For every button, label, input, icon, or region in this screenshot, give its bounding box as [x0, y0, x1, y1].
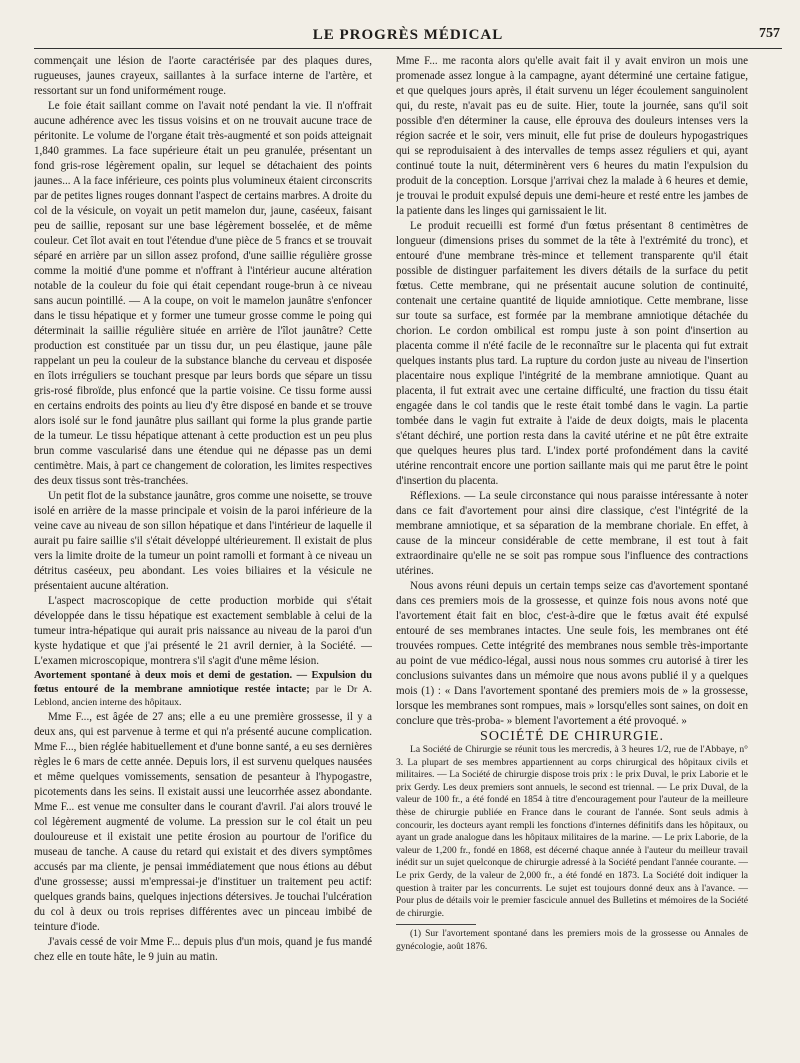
journal-title: LE PROGRÈS MÉDICAL [312, 27, 504, 43]
paragraph: La Société de Chirurgie se réunit tous les mercredis, à 3 heures 1/2, rue de l'Abbaye, n° 3. La plupart de ses membres appartiennent au corps chirurgical des hôpitaux civils et militaires. — La Société de chirurgie dispose trois prix : le prix Duval, le prix Laborie et le prix Gerdy. Les deux premiers sont annuels, le second est triennal. — Le prix Duval, de la valeur de 100 fr., a été fondé en 1854 à titre d'encouragement pour l'auteur de la meilleure thèse de chirurgie publiée en France dans le courant de l'année. Sont seuls admis à concourir, les docteurs ayant rempli les fonctions d'internes définitifs dans les hôpitaux, ou ayant un grade analogue dans les hôpitaux militaires de la marine. — Le prix Laborie, de la valeur de 1,200 fr., fondé en 1868, est décerné chaque année à l'auteur du meilleur travail inédit sur un sujet quelconque de chirurgie adressé à la Société pendant l'année courante. — Le prix Gerdy, de la valeur de 2,000 fr., a été fondé en 1873. La Société doit indiquer la question à traiter par les concurrents. Le sujet est toujours donné deux ans à l'avance. — Pour plus de détails voir le premier fascicule annuel des Bulletins et mémoires de la Société de chirurgie. [396, 744, 748, 919]
paragraph: Mme F..., est âgée de 27 ans; elle a eu une première grossesse, il y a deux ans, qui est parvenue à terme et qui n'a présenté aucune complication. Mme F..., bien réglée habituellement et d'une bonne santé, a eu ses dernières règles le 6 mars de cette année. Depuis lors, il est survenu quelques nausées et même quelques vomissements, sensation de pesanteur à l'hypogastre, picotements dans les seins. Il existait aussi une leucorrhée assez abondante. Mme F... est venue me consulter dans le courant d'avril. J'ai alors trouvé le col légèrement augmenté de volume. La pression sur le col était un peu douloureuse et il existait une petite érosion au pourtour de l'orifice du museau de tanche. A cause du retard qui existait et des divers symptômes accusés par ma cliente, je pensai immédiatement que nous étions au début d'une grossesse; aussi m'empressai-je d'instituer un traitement peu actif: quelques grands bains, quelques injections détersives. Je touchai l'ulcération du col à deux ou trois reprises différentes avec un pinceau imbibé de teinture d'iode. [34, 710, 372, 933]
left-column [34, 54, 372, 1054]
paragraph: L'aspect macroscopique de cette production morbide qui s'était développée dans le tissu hépatique est exactement semblable à celui de la tumeur intra-hépatique qui aurait pris naissance au niveau de la paroi d'un kyste hydatique et que j'ai présenté le 21 avril dernier, à la Société. — L'examen microscopique, montrera s'il s'agit d'une même lésion. [34, 595, 372, 667]
paragraph: Le foie était saillant comme on l'avait noté pendant la vie. Il n'offrait aucune adhérence avec les tissus voisins et on ne trouvait aucune trace de péritonite. Le volume de l'organe était très-augmenté et son poids atteignait 1,840 grammes. La face supérieure était un peu granulée, présentant un fond gris-rose légèrement opalin, sur lequel se détachaient des points jaunes... A la face inférieure, ces points plus volumineux étaient circonscrits par de petites lignes rouges donnant l'aspect de certains marbres. A droite du col de la vésicule, on voyait un petit mamelon dur, jaune, caséeux, faisant peu de saillie, reposant sur une base légèrement bosselée, et de même couleur. Cet îlot avait en tout l'étendue d'une pièce de 5 francs et se trouvait séparé en arrière par un sillon assez profond, d'une saillie régulière grosse comme la moitié d'une pomme et n'offrant à l'intérieur aucune altération notable de la couleur du foie qui était cependant rouge-brun à ce niveau sans aucun pointillé. — A la coupe, on voit le mamelon jaunâtre s'enfoncer dans le tissu hépatique et y former une tumeur grosse comme le poing qui déterminait la saillie régulière située en arrière de l'îlot jaunâtre? Cette production est constituée par un tissu dur, un peu élastique, jaune pâle rappelant un peu la couleur de la substance blanche du cerveau et disposée en îlots irréguliers se touchant presque par leurs bords que sépare un tissu gris-rosé fibroïde, plus enfoncé que la partie voisine. Ce tissu forme aussi en certains endroits des points au lieu d'y être disposé en bande et se trouve alors isolé sur le fond jaunâtre plus saillant qui forme la plus grande partie de la tumeur. Le tissu hépatique attenant à cette production est un peu plus brun comme vascularisé dans une étendue qui ne dépasse pas un demi centimètre. Mais, à part ce changement de coloration, les limites respectives des deux tissus sont très-tranchées. [34, 100, 372, 487]
paragraph: commençait une lésion de l'aorte caractérisée par des plaques dures, rugueuses, jaunes crayeux, saillantes à la surface interne de l'artère, et ressortant sur un fond uniformément rouge. [34, 55, 372, 97]
footnote-divider [396, 924, 476, 925]
page-header [34, 26, 782, 49]
page-number: 757 [759, 26, 780, 41]
paragraph: Le produit recueilli est formé d'un fœtus présentant 8 centimètres de longueur (dimensions prises du sommet de la tête à l'extrémité du tronc), et entouré d'une membrane très-mince et tellement transparente qu'il était possible de distinguer parfaitement les divers détails de la surface du petit fœtus. Cette membrane, qui ne présentait aucune solution de continuité, contenait une certaine quantité de liquide amniotique. Cette membrane, lisse sur toute sa surface, est formée par la membrane amniotique détachée du chorion. Le cordon ombilical est rompu juste à son point d'insertion au placenta comme il n'été facile de le reconnaître sur le placenta qui fut extrait quelques instants plus tard. La rupture du cordon juste au niveau de l'insertion placentaire nous explique l'intégrité de la membrane amniotique. Quant au placenta, il fut extrait avec une certaine difficulté, une fraction du tissu était engagée dans le col tandis que le reste était tombé dans le vagin. La partie tombée dans le vagin fut extraite à l'aide de deux doigts, mais le placenta s'étant déchiré, une portion resta dans la cavité utérine et ne pût être extraite que quelques heures plus tard. L'index porté profondément dans la cavité utérine rencontrait encore une portion saillante mais qui me parut être le point d'insertion du placenta. [396, 220, 748, 487]
society-notice [396, 744, 748, 920]
paragraph: Réflexions. — La seule circonstance qui nous paraisse intéressante à noter dans ce fait d'avortement pour ainsi dire classique, c'est l'intégrité de la membrane amniotique, et sa séparation de la membrane choriale. En effet, à cause de la minceur considérable de cette membrane, il est tout à fait extraordinaire qu'elle ne se soit pas rompue sous l'influence des contractions utérines. [396, 490, 748, 577]
article-heading [34, 669, 372, 710]
paragraph: Mme F... me raconta alors qu'elle avait fait il y avait environ un mois une promenade assez longue à la campagne, ayant déterminé une certaine fatigue, et que quelques jours après, il était survenu un léger écoulement sanguinolent qui, du reste, n'avait pas eu de suite. Hier, toute la journée, sans qu'il soit possible d'en déterminer la cause, elle éprouva des douleurs intenses vers la région sacrée et le soir, vers minuit, elle fut prise de douleurs hypogastriques qui se reproduisaient à des intervalles de temps assez réguliers et qui, ayant continué toute la nuit, déterminèrent vers 6 heures du matin l'expulsion du produit de la conception. Lorsque j'arrivai chez la malade à 6 heures et demie, je trouvai le produit expulsé depuis une demi-heure et resté entre les jambes de la patiente dans les linges qui garnissaient le lit. [396, 55, 748, 217]
paragraph: Nous avons réuni depuis un certain temps seize cas d'avortement spontané dans ces premiers mois de la grossesse, et quinze fois nous avons noté que l'avortement était fait en bloc, c'est-à-dire que le fœtus avait été expulsé entouré de ses membranes intactes. Une seule fois, les membranes ont été trouvées rompues. Cette intégrité des membranes nous semble très-importante au point de vue médico-légal, aussi nous nous sommes cru autorisé à tirer les conclusions suivantes dans un mémoire que nous avons publié il y a quelques mois (1) : « Dans l'avortement spontané des premiers mois de » la grossesse, lorsque les membranes sont rompues, mais » lorsqu'elles sont saines, on doit en conclure que très-proba- » blement l'avortement a été provoqué. » [396, 580, 748, 727]
article-author: par le Dr A. Leblond, ancien interne des hôpitaux. [34, 683, 372, 708]
section-title: SOCIÉTÉ DE CHIRURGIE. [480, 729, 664, 744]
footnote: (1) Sur l'avortement spontané dans les premiers mois de la grossesse ou Annales de gynécologie, août 1876. [396, 929, 748, 952]
right-column [396, 54, 748, 1054]
paragraph: J'avais cessé de voir Mme F... depuis plus d'un mois, quand je fus mandé chez elle en toute hâte, le 9 juin au matin. [34, 935, 372, 963]
paragraph: Un petit flot de la substance jaunâtre, gros comme une noisette, se trouve isolé en arrière de la masse principale et voisin de la paroi inférieure de la veine cave au niveau de son sillon hépatique et dans l'intérieur de laquelle il aurait pu faire saillie s'il s'était développé ultérieurement. Il existait de plus vers la limite droite de la tumeur un point ramolli et formant à ce niveau un détritus caséeux, peu abondant. Les voies biliaires et la vésicule ne présentaient aucune altération. [34, 490, 372, 592]
article-title: Avortement spontané à deux mois et demi de gestation. — Expulsion du fœtus entouré de la membrane amniotique restée intacte; [34, 670, 372, 695]
